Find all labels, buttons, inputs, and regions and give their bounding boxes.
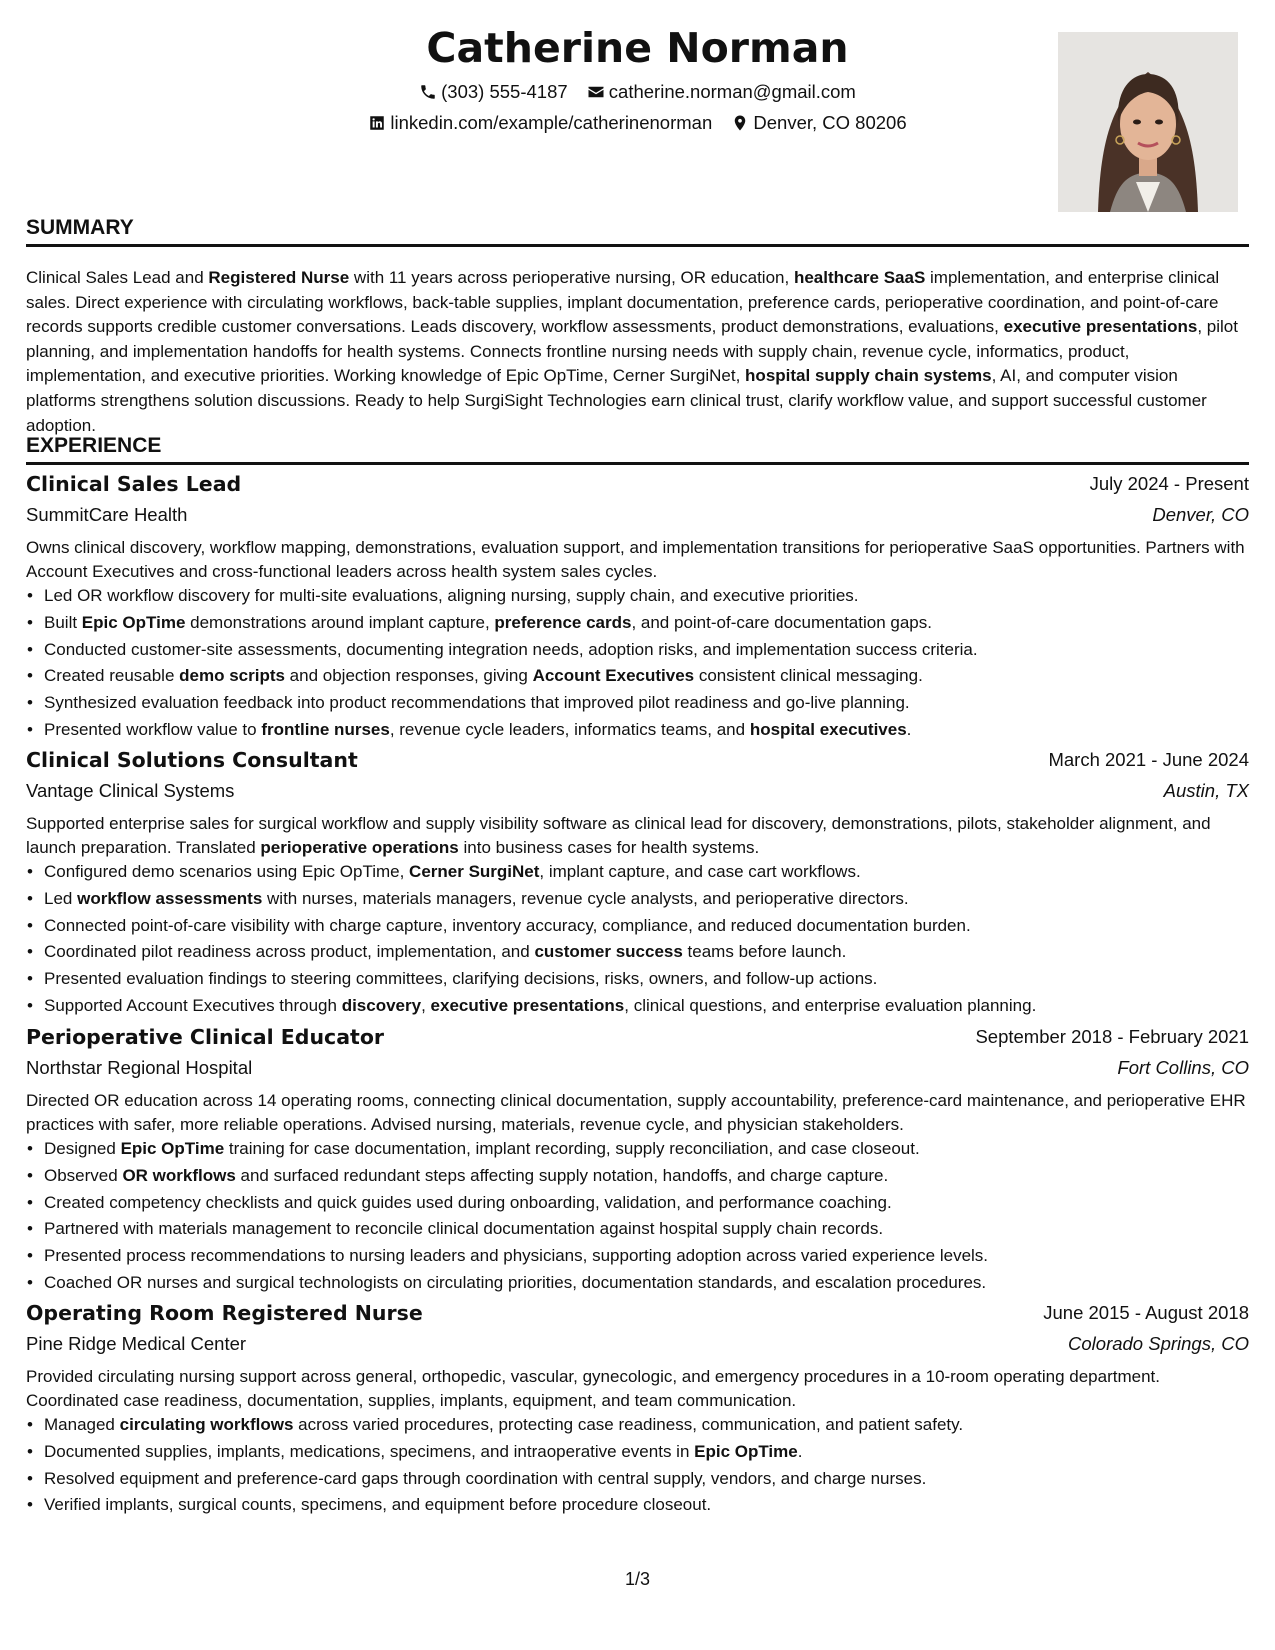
job-location: Colorado Springs, CO <box>1068 1333 1249 1354</box>
candidate-name: Catherine Norman <box>426 24 849 72</box>
job-dates: July 2024 - Present <box>1089 473 1249 494</box>
job-location: Austin, TX <box>1163 780 1249 801</box>
contact-phone[interactable] <box>419 80 568 104</box>
job-title: Clinical Solutions Consultant <box>26 748 358 772</box>
job-bullet: • Presented workflow value to frontline nurses, revenue cycle leaders, informatics teams, and hospital executives. <box>26 717 1249 744</box>
job-description: Supported enterprise sales for surgical workflow and supply visibility software as clinical lead for discovery, demonstrations, pilots, stakeholder alignment, and launch preparation. Translated perioperative operations into business cases for health systems. <box>26 814 1211 857</box>
contact-linkedin[interactable] <box>368 111 712 135</box>
phone-text: (303) 555-4187 <box>441 81 568 102</box>
job-bullet: • Presented process recommendations to nursing leaders and physicians, supporting adoption across varied experience levels. <box>26 1243 1249 1270</box>
job-bullet: • Led OR workflow discovery for multi-site evaluations, aligning nursing, supply chain, and executive priorities. <box>26 583 1249 610</box>
summary-heading: SUMMARY <box>26 216 134 239</box>
job-title: Perioperative Clinical Educator <box>26 1025 385 1049</box>
contact-email[interactable] <box>587 80 856 104</box>
page-number: 1/3 <box>624 1569 651 1589</box>
job-bullet: • Supported Account Executives through discovery, executive presentations, clinical questions, and enterprise evaluation planning. <box>26 993 1249 1020</box>
job-bullet-list <box>26 859 1249 1020</box>
profile-photo <box>1058 32 1238 212</box>
experience-rule <box>26 462 1249 465</box>
summary-rule <box>26 244 1249 247</box>
job-dates: September 2018 - February 2021 <box>975 1026 1249 1047</box>
job-bullet: • Documented supplies, implants, medications, specimens, and intraoperative events in Epic OpTime. <box>26 1439 1249 1466</box>
phone-icon <box>419 83 437 101</box>
job-bullet: • Conducted customer-site assessments, documenting integration needs, adoption risks, and implementation success criteria. <box>26 637 1249 664</box>
linkedin-icon <box>368 114 386 132</box>
job-bullet: • Verified implants, surgical counts, specimens, and equipment before procedure closeout. <box>26 1492 1249 1519</box>
job-bullet: • Created reusable demo scripts and objection responses, giving Account Executives consistent clinical messaging. <box>26 663 1249 690</box>
job-location: Denver, CO <box>1152 504 1249 525</box>
job-title: Clinical Sales Lead <box>26 472 242 496</box>
job-bullet: • Created competency checklists and quick guides used during onboarding, validation, and performance coaching. <box>26 1190 1249 1217</box>
job-bullet: • Managed circulating workflows across varied procedures, protecting case readiness, communication, and patient safety. <box>26 1412 1249 1439</box>
job-bullet: • Coached OR nurses and surgical technologists on circulating priorities, documentation standards, and escalation procedures. <box>26 1270 1249 1297</box>
job-dates: March 2021 - June 2024 <box>1048 749 1249 770</box>
map-pin-icon <box>731 114 749 132</box>
job-bullet: • Partnered with materials management to reconcile clinical documentation against hospital supply chain records. <box>26 1216 1249 1243</box>
envelope-icon <box>587 83 605 101</box>
job-company: SummitCare Health <box>26 504 188 525</box>
job-description: Owns clinical discovery, workflow mapping, demonstrations, evaluation support, and implementation transitions for perioperative SaaS opportunities. Partners with Account Executives and cross-functional leaders across health system sales cycles. <box>26 538 1245 581</box>
job-dates: June 2015 - August 2018 <box>1043 1302 1249 1323</box>
job-company: Pine Ridge Medical Center <box>26 1333 247 1354</box>
job-description: Directed OR education across 14 operating rooms, connecting clinical documentation, supply accountability, preference-card maintenance, and perioperative EHR practices with safer, more reliable operations. Advised nursing, materials, revenue cycle, and physician stakeholders. <box>26 1091 1246 1134</box>
job-company: Vantage Clinical Systems <box>26 780 235 801</box>
job-bullet-list <box>26 1412 1249 1519</box>
job-description: Provided circulating nursing support across general, orthopedic, vascular, gynecologic, and emergency procedures in a 10-room operating department. Coordinated case readiness, documentation, supplies, implants, equipment, and team communication. <box>26 1367 1160 1410</box>
job-bullet-list <box>26 1136 1249 1297</box>
job-bullet: • Observed OR workflows and surfaced redundant steps affecting supply notation, handoffs, and charge capture. <box>26 1163 1249 1190</box>
job-bullet: • Connected point-of-care visibility with charge capture, inventory accuracy, compliance, and reduced documentation burden. <box>26 913 1249 940</box>
experience-heading: EXPERIENCE <box>26 434 162 457</box>
location-text: Denver, CO 80206 <box>753 112 907 133</box>
job-bullet-list <box>26 583 1249 744</box>
job-bullet: • Resolved equipment and preference-card gaps through coordination with central supply, vendors, and charge nurses. <box>26 1466 1249 1493</box>
job-bullet: • Synthesized evaluation feedback into product recommendations that improved pilot readiness and go-live planning. <box>26 690 1249 717</box>
job-bullet: • Led workflow assessments with nurses, materials managers, revenue cycle analysts, and perioperative directors. <box>26 886 1249 913</box>
job-bullet: • Built Epic OpTime demonstrations around implant capture, preference cards, and point-of-care documentation gaps. <box>26 610 1249 637</box>
job-company: Northstar Regional Hospital <box>26 1057 253 1078</box>
job-bullet: • Designed Epic OpTime training for case documentation, implant recording, supply reconciliation, and case closeout. <box>26 1136 1249 1163</box>
job-location: Fort Collins, CO <box>1117 1057 1249 1078</box>
linkedin-text: linkedin.com/example/catherinenorman <box>390 112 713 133</box>
email-text: catherine.norman@gmail.com <box>608 81 856 102</box>
summary-text: Clinical Sales Lead and Registered Nurse with 11 years across perioperative nursing, OR education, healthcare SaaS implementation, and enterprise clinical sales. Direct experience with circulating workflows, back-table supplies, implant documentation, preference cards, perioperative coordination, and point-of-care records supports credible customer conversations. Leads discovery, workflow assessments, product demonstrations, evaluations, executive presentations, pilot planning, and implementation handoffs for health systems. Connects frontline nursing needs with supply chain, revenue cycle, informatics, product, implementation, and executive priorities. Working knowledge of Epic OpTime, Cerner SurgiNet, hospital supply chain systems, AI, and computer vision platforms strengthens solution discussions. Ready to help SurgiSight Technologies earn clinical trust, clarify workflow value, and support successful customer adoption. <box>26 268 1238 435</box>
job-bullet: • Presented evaluation findings to steering committees, clarifying decisions, risks, owners, and follow-up actions. <box>26 966 1249 993</box>
job-bullet: • Coordinated pilot readiness across product, implementation, and customer success teams before launch. <box>26 939 1249 966</box>
contact-location <box>731 111 906 135</box>
job-title: Operating Room Registered Nurse <box>26 1301 423 1325</box>
job-bullet: • Configured demo scenarios using Epic OpTime, Cerner SurgiNet, implant capture, and case cart workflows. <box>26 859 1249 886</box>
